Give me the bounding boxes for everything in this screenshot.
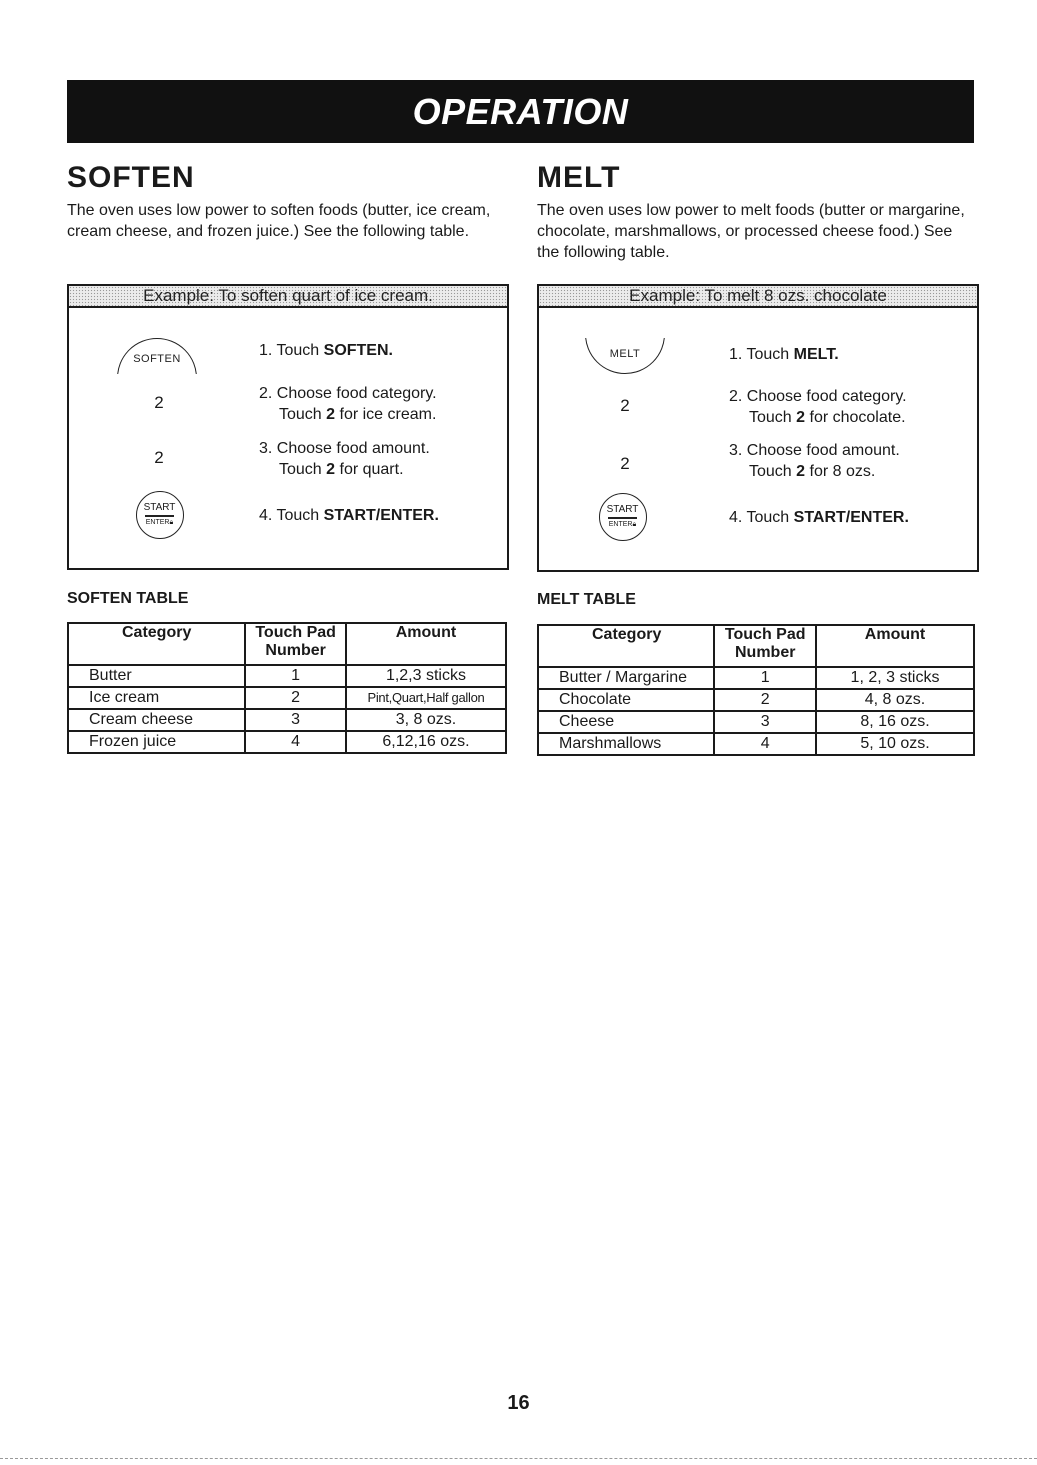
start-label: START: [606, 504, 639, 515]
col-header-touch-pad: Touch Pad Number: [245, 623, 346, 665]
soften-step-2-key: 2: [154, 393, 164, 412]
melt-step-3-text: 3. Choose food amount. Touch 2 for 8 ozs.: [729, 442, 900, 480]
bottom-divider: [0, 1458, 1037, 1459]
start-enter-pad-icon: [599, 493, 647, 541]
table-row: [538, 711, 974, 733]
cell-amount: 8, 16 ozs.: [816, 711, 974, 733]
col-header-category: Category: [68, 623, 245, 665]
cell-amount: 5, 10 ozs.: [816, 733, 974, 755]
col-header-touch-pad: Touch Pad Number: [714, 625, 816, 667]
soften-step-1-text: 1. Touch SOFTEN.: [259, 342, 393, 359]
melt-pad-label: MELT: [609, 348, 641, 360]
cell-category: Cream cheese: [68, 709, 245, 731]
enter-label: ENTER🔒︎: [608, 521, 637, 528]
cell-category: Chocolate: [538, 689, 714, 711]
soften-step-3-text: 3. Choose food amount. Touch 2 for quart.: [259, 440, 430, 478]
cell-number: 3: [714, 711, 816, 733]
melt-table-title: MELT TABLE: [537, 591, 636, 608]
table-row: [538, 733, 974, 755]
start-enter-pad-icon: [136, 491, 184, 539]
cell-amount: 1, 2, 3 sticks: [816, 667, 974, 689]
cell-amount: 3, 8 ozs.: [346, 709, 506, 731]
soften-example-title: Example: To soften quart of ice cream.: [69, 286, 507, 308]
table-row: [68, 731, 506, 753]
page-number: 16: [507, 1392, 530, 1414]
soften-table-title: SOFTEN TABLE: [67, 590, 189, 607]
cell-amount: 4, 8 ozs.: [816, 689, 974, 711]
soften-table: [67, 622, 507, 754]
table-row: [68, 709, 506, 731]
cell-category: Cheese: [538, 711, 714, 733]
soften-example-box: [67, 284, 509, 570]
soften-step-3-key: 2: [154, 448, 164, 467]
melt-step-1-text: 1. Touch MELT.: [729, 346, 839, 363]
operation-banner: [67, 80, 974, 143]
lock-icon: 🔒︎: [632, 521, 637, 528]
cell-category: Butter / Margarine: [538, 667, 714, 689]
enter-label: ENTER🔒︎: [145, 519, 174, 526]
start-divider: [145, 515, 174, 517]
cell-number: 2: [245, 687, 346, 709]
banner-title: OPERATION: [412, 91, 629, 132]
cell-number: 2: [714, 689, 816, 711]
melt-table: [537, 624, 975, 756]
melt-example-title: Example: To melt 8 ozs. chocolate: [539, 286, 977, 308]
table-row: [538, 689, 974, 711]
soften-section: [67, 160, 507, 750]
melt-step-2-key: 2: [620, 396, 630, 415]
cell-category: Butter: [68, 665, 245, 687]
lock-icon: 🔒︎: [169, 519, 174, 526]
col-header-amount: Amount: [346, 623, 506, 665]
cell-amount: 1,2,3 sticks: [346, 665, 506, 687]
soften-pad-icon: [117, 338, 197, 374]
cell-number: 1: [714, 667, 816, 689]
soften-title: SOFTEN: [67, 161, 195, 194]
table-row: [68, 687, 506, 709]
cell-category: Ice cream: [68, 687, 245, 709]
col-header-amount: Amount: [816, 625, 974, 667]
cell-number: 4: [245, 731, 346, 753]
table-row: [538, 667, 974, 689]
table-header-row: [68, 623, 506, 665]
melt-step-3-key: 2: [620, 454, 630, 473]
cell-amount: Pint,Quart,Half gallon: [346, 687, 506, 709]
cell-number: 4: [714, 733, 816, 755]
start-divider: [608, 517, 637, 519]
melt-section: [537, 160, 977, 752]
cell-category: Marshmallows: [538, 733, 714, 755]
cell-number: 1: [245, 665, 346, 687]
melt-step-2-text: 2. Choose food category. Touch 2 for chocolate.: [729, 388, 907, 426]
melt-example-box: [537, 284, 979, 572]
table-row: [68, 665, 506, 687]
soften-step-2-text: 2. Choose food category. Touch 2 for ice cream.: [259, 385, 437, 423]
soften-step-4-text: 4. Touch START/ENTER.: [259, 507, 439, 524]
table-header-row: [538, 625, 974, 667]
col-header-category: Category: [538, 625, 714, 667]
melt-intro: The oven uses low power to melt foods (butter or margarine, chocolate, marshmallows, or processed cheese food.) See the following table.: [537, 202, 965, 261]
soften-intro: The oven uses low power to soften foods (butter, ice cream, cream cheese, and frozen juice.) See the following table.: [67, 202, 491, 240]
melt-title: MELT: [537, 161, 621, 194]
start-label: START: [143, 502, 176, 513]
melt-step-4-text: 4. Touch START/ENTER.: [729, 509, 909, 526]
cell-number: 3: [245, 709, 346, 731]
cell-amount: 6,12,16 ozs.: [346, 731, 506, 753]
cell-category: Frozen juice: [68, 731, 245, 753]
soften-pad-label: SOFTEN: [133, 353, 181, 365]
melt-pad-icon: [585, 338, 665, 374]
